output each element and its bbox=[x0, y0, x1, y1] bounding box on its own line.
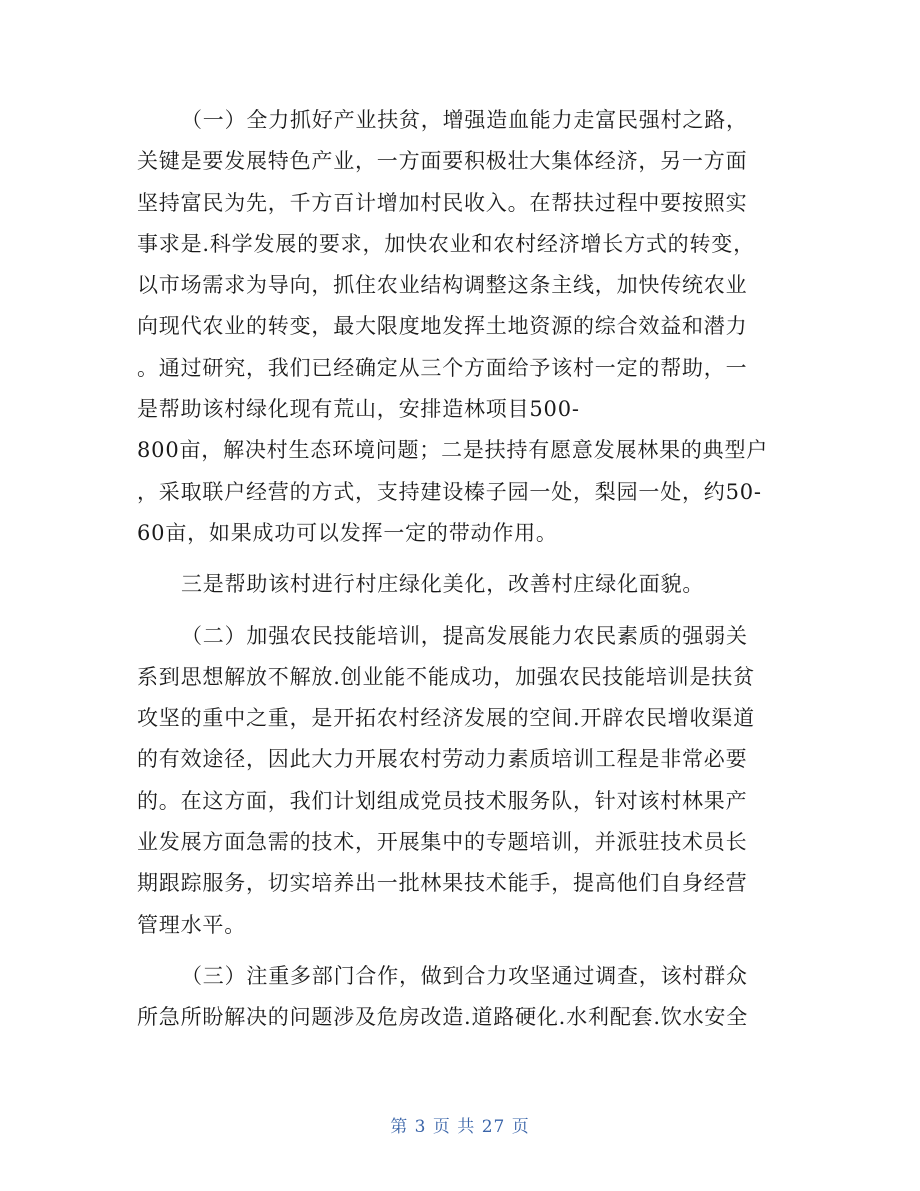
paragraph-line: 800亩，解决村生态环境问题；二是扶持有愿意发展林果的典型户 bbox=[137, 438, 769, 463]
paragraph-line: 的。在这方面，我们计划组成党员技术服务队，针对该村林果产 bbox=[137, 788, 748, 813]
paragraph-line: 以市场需求为导向，抓住农业结构调整这条主线，加快传统农业 bbox=[137, 273, 748, 298]
paragraph-line: 向现代农业的转变，最大限度地发挥土地资源的综合效益和潜力 bbox=[137, 314, 748, 339]
paragraph-line: 业发展方面急需的技术，开展集中的专题培训，并派驻技术员长 bbox=[137, 830, 748, 855]
paragraph-line: 三是帮助该村进行村庄绿化美化，改善村庄绿化面貌。 bbox=[181, 572, 705, 597]
document-body bbox=[137, 100, 787, 1039]
paragraph-line: 所急所盼解决的问题涉及危房改造.道路硬化.水利配套.饮水安全 bbox=[137, 1005, 749, 1030]
page-footer: 第 3 页 共 27 页 bbox=[390, 1117, 530, 1137]
paragraph-line: 的有效途径，因此大力开展农村劳动力素质培训工程是非常必要 bbox=[137, 747, 748, 772]
paragraph-line: 期跟踪服务，切实培养出一批林果技术能手，提高他们自身经营 bbox=[137, 871, 748, 896]
paragraph-line: （三）注重多部门合作，做到合力攻坚通过调查，该村群众 bbox=[181, 963, 748, 988]
paragraph-line: 是帮助该村绿化现有荒山，安排造林项目500- bbox=[137, 397, 580, 422]
paragraph-line: 60亩，如果成功可以发挥一定的带动作用。 bbox=[137, 520, 558, 545]
paragraph-line: （一）全力抓好产业扶贫，增强造血能力走富民强村之路， bbox=[181, 108, 748, 132]
paragraph-line: （二）加强农民技能培训，提高发展能力农民素质的强弱关 bbox=[181, 623, 748, 648]
paragraph-line: 关键是要发展特色产业，一方面要积极壮大集体经济，另一方面 bbox=[137, 149, 748, 174]
paragraph-line: 管理水平。 bbox=[137, 912, 246, 937]
paragraph-line: ，采取联户经营的方式，支持建设榛子园一处，梨园一处，约50- bbox=[137, 479, 762, 504]
paragraph-line: 攻坚的重中之重，是开拓农村经济发展的空间.开辟农民增收渠道 bbox=[137, 706, 755, 731]
paragraph-line: 。通过研究，我们已经确定从三个方面给予该村一定的帮助，一 bbox=[137, 355, 748, 380]
paragraph-line: 系到思想解放不解放.创业能不能成功，加强农民技能培训是扶贫 bbox=[137, 664, 755, 689]
paragraph-line: 坚持富民为先，千方百计增加村民收入。在帮扶过程中要按照实 bbox=[137, 190, 748, 215]
paragraph-line: 事求是.科学发展的要求，加快农业和农村经济增长方式的转变， bbox=[137, 231, 755, 256]
